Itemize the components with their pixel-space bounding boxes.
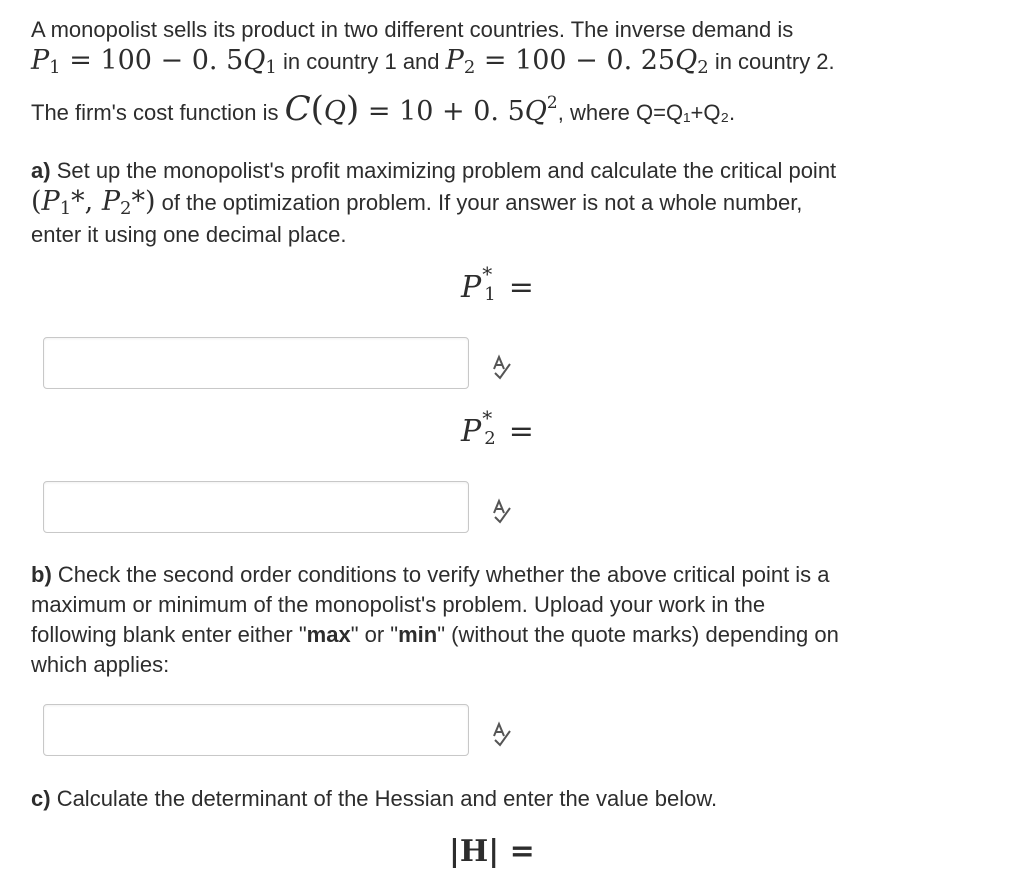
max-keyword: max [306, 622, 351, 647]
part-b-line2: maximum or minimum of the monopolist's problem. Upload your work in the [31, 592, 766, 617]
p1-star-label: P * 1 = [461, 262, 534, 305]
spellcheck-icon[interactable] [488, 354, 514, 380]
part-a-line1: a) Set up the monopolist's profit maximizing problem and calculate the critical point [31, 158, 837, 183]
problem-demand-line [31, 46, 835, 83]
demand-country-1: $P_1 = 100 - 0$. $5Q_1$ [31, 45, 277, 78]
min-keyword: min [398, 622, 438, 647]
hessian-determinant-label: |H| = [449, 834, 535, 869]
problem-intro: A monopolist sells its product in two different countries. The inverse demand is [31, 17, 794, 42]
critical-point: ($P_1*$, $P_2*$) [31, 186, 156, 219]
in-country-1-text: in country 1 and [282, 49, 440, 74]
part-b-line1: b) Check the second order conditions to verify whether the above critical point is a [31, 562, 830, 587]
spellcheck-icon[interactable] [488, 498, 514, 524]
part-a-label: a) [31, 158, 51, 183]
p2-star-label: P * 2 = [461, 406, 534, 449]
demand-country-2: $P_2 = 100 - 0$. $25Q_2$ [445, 45, 709, 78]
part-b-line3: following blank enter either "max" or "min" (without the quote marks) depending on [31, 622, 839, 647]
part-b-label: b) [31, 562, 52, 587]
max-min-answer-input[interactable] [43, 704, 469, 756]
p1-answer-input[interactable] [43, 337, 469, 389]
problem-cost-line [31, 88, 735, 128]
spellcheck-icon[interactable] [488, 721, 514, 747]
part-c-label: c) [31, 786, 51, 811]
part-c-line: c) Calculate the determinant of the Hessian and enter the value below. [31, 786, 718, 811]
cost-suffix: , where Q=Q₁+Q₂. [557, 100, 736, 125]
in-country-2-text: in country 2. [714, 49, 835, 74]
part-a-line3: enter it using one decimal place. [31, 222, 347, 247]
cost-function: C(Q) = 10 + 0. $5Q^2$ [284, 89, 558, 129]
cost-prefix: The firm's cost function is [31, 100, 279, 125]
part-b-line4: which applies: [31, 652, 170, 677]
p2-answer-input[interactable] [43, 481, 469, 533]
part-a-line2: ($P_1*$, $P_2*$) of the optimization problem. If your answer is not a whole number, [31, 186, 803, 219]
